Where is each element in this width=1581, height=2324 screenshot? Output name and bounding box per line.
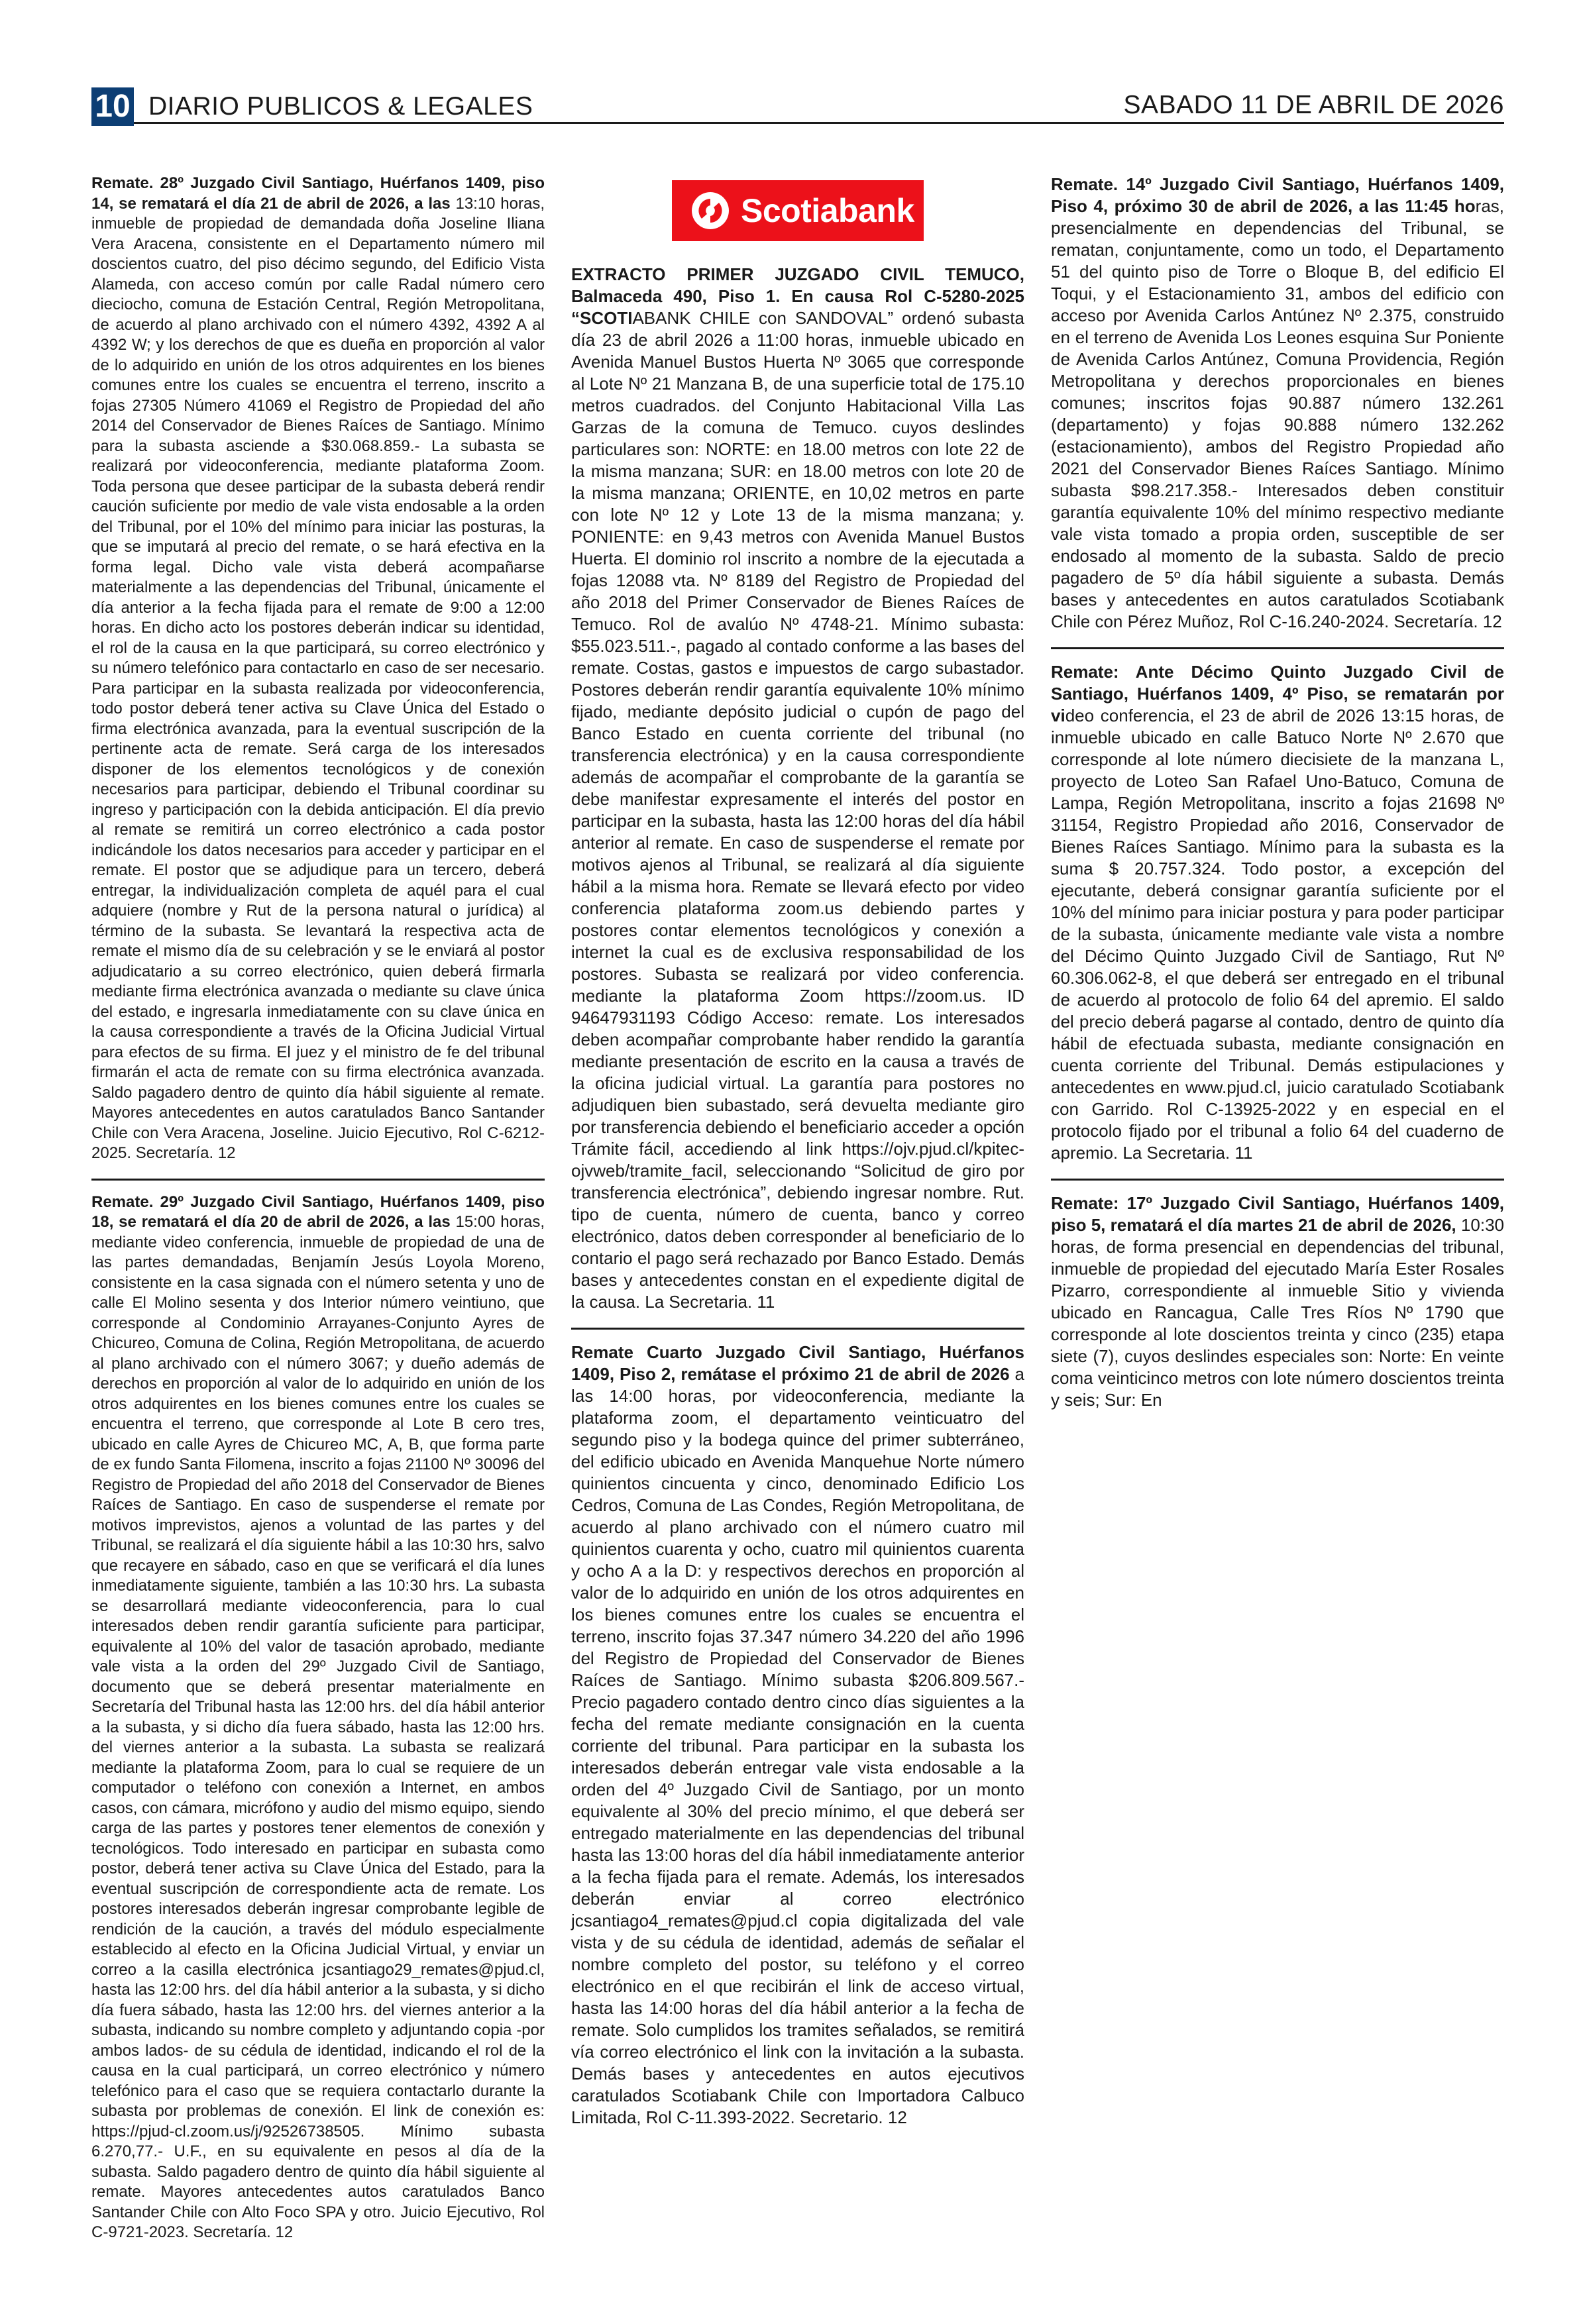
notice-lead: Remate Cuarto Juzgado Civil Santiago, Huérfanos 1409, Piso 2, remátase el próximo 21 de abril de 2026	[571, 1342, 1024, 1384]
column-3	[1051, 174, 1504, 1411]
notice-body: 15:00 horas, mediante video conferencia, inmueble de propiedad de una de las partes demandadas, Benjamín Jesús Loyola Moreno, consistente en la casa signada con el número setenta y uno de calle El Molino sesenta y dos Interior número veintiuno, que corresponde al Condominio Arrayanes-Conjunto Ayres de Chicureo, Comuna de Colina, Región Metropolitana, de acuerdo al plano archivado con el número 3067; y dueño además de derechos en proporción al valor de lo adquirido en unión de los otros adquirentes en los bienes comunes entre los cuales se encuentra el terreno, que corresponde al Lote B cero tres, ubicado en calle Ayres de Chicureo MC, A, B, que forma parte de ex fundo Santa Filomena, inscrito a fojas 21100 Nº 30096 del Registro de Propiedad del año 2018 del Conservador de Bienes Raíces de Santiago. En caso de suspenderse el remate por motivos imprevistos, ajenos a voluntad de las partes y del Tribunal, se realizará el día siguiente hábil a las 10:30 hrs, salvo que recayere en sábado, caso en que se verificará el día lunes inmediatamente siguiente, también a las 10:30 hrs. La subasta se desarrollará mediante videoconferencia, para lo cual interesados deben rendir garantía suficiente para participar, equivalente al 10% del valor de tasación aprobado, mediante vale vista a la orden del 29º Juzgado Civil de Santiago, documento que se deberá presentar materialmente en Secretaría del Tribunal hasta las 12:00 hrs. del día hábil anterior a la subasta, y si dicho día fuera sábado, hasta las 12:00 hrs. del viernes anterior a la subasta. La subasta se realizará mediante la plataforma Zoom, para lo cual se requiere de un computador o teléfono con conexión a Internet, en ambos casos, con cámara, micrófono y audio del mismo equipo, siendo carga de las partes y postores tener elementos de conexión y tecnológicos. Todo interesado en participar en subasta como postor, deberá tener activa su Clave Única del Estado, para la eventual suscripción de correspondiente acta de remate. Los postores interesados deberán ingresar comprobante legible de rendición de la caución, a través del módulo especialmente establecido al efecto en la Oficina Judicial Virtual, y enviar un correo a la casilla electrónica jcsantiago29_remates@pjud.cl, hasta las 12:00 hrs. del día hábil anterior a la subasta, y si dicho día fuera sábado, hasta las 12:00 hrs. del viernes anterior a la subasta, indicando su nombre completo y adjuntando copia -por ambos lados- de su cédula de identidad, indicando el rol de la causa en la cual participará, un correo electrónico y número telefónico para el caso que se requiera contactarlo durante la subasta por problemas de conexión. El link de conexión es: https://pjud-cl.zoom.us/j/92526738505. Mínimo subasta 6.270,77.- U.F., en su equivalente en pesos al día de la subasta. Saldo pagadero dentro de quinto día hábil siguiente al remate. Mayores antecedentes autos caratulados Banco Santander Chile con Alto Foco SPA y otro. Juicio Ejecutivo, Rol C-9721-2023. Secretaría. 12	[91, 1213, 545, 2241]
notice-lead: EXTRACTO PRIMER JUZGADO CIVIL TEMUCO, Balmaceda 490, Piso 1. En causa Rol C-5280-2025 “SCOTI	[571, 264, 1024, 328]
notice-body: 13:10 horas, inmueble de propiedad de demandada doña Joseline Iliana Vera Aracena, consistente en el Departamento número mil doscientos cuatro, del piso décimo segundo, del Edificio Vista Alameda, con acceso común por calle Radal número cero dieciocho, comuna de Estación Central, Región Metropolitana, de acuerdo al plano archivado con el número 4392, 4392 A al 4392 W; y los derechos de que es dueña en proporción al valor de lo adquirido en unión de los otros adquirentes en los bienes comunes entre los cuales se encuentra el terreno, inscrito a fojas 27305 Número 41069 el Registro de Propiedad del año 2014 del Conservador de Bienes Raíces de Santiago. Mínimo para la subasta asciende a $30.068.859.- La subasta se realizará por videoconferencia, mediante plataforma Zoom. Toda persona que desee participar de la subasta deberá rendir caución suficiente por medio de vale vista endosable a la orden del Tribunal, por el 10% del mínimo para iniciar las posturas, la que se imputará al precio del remate, o se hará efectiva en la forma legal. Dicho vale vista deberá acompañarse materialmente a las dependencias del Tribunal, únicamente el día anterior a la fecha fijada para el remate de 9:00 a 12:00 horas. En dicho acto los postores deberán indicar su identidad, el rol de la causa en la que participará, su correo electrónico y su número telefónico para contactarlo en caso de ser necesario. Para participar en la subasta realizada por videoconferencia, todo postor deberá tener activa su Clave Única del Estado o firma electrónica avanzada, para la eventual suscripción de la pertinente acta de remate. Será carga de los interesados disponer de los elementos tecnológicos y de conexión necesarios para participar, debiendo el Tribunal coordinar su ingreso y participación con la debida anticipación. El día previo al remate se remitirá un correo electrónico a cada postor indicándole los datos necesarios para acceder y participar en el remate. El postor que se adjudique para un tercero, deberá entregar, la individualización completa de aquél para el cual adquiere (nombre y Rut de la persona natural o jurídica) al término de la subasta. Se levantará la respectiva acta de remate el mismo día de su celebración y se le enviará al postor adjudicatario a su correo electrónico, quien deberá firmarla mediante firma electrónica avanzada o mediante su clave única del estado, e ingresarla inmediatamente con su clave única en la causa correspondiente a través de la Oficina Judicial Virtual para efectos de su firma. El juez y el ministro de fe del tribunal firmarán el acta de remate con su firma electrónica avanzada. Saldo pagadero dentro de quinto día hábil siguiente al remate. Mayores antecedentes en autos caratulados Banco Santander Chile con Vera Aracena, Joseline. Juicio Ejecutivo, Rol C-6212-2025. Secretaría. 12	[91, 194, 545, 1162]
notice-remate-14-juzgado	[1051, 174, 1504, 633]
publication-date: SABADO 11 DE ABRIL DE 2026	[1123, 91, 1504, 119]
notice-lead: Remate. 14º Juzgado Civil Santiago, Huérfanos 1409, Piso 4, próximo 30 de abril de 2026, a las 11:45 ho	[1051, 174, 1504, 216]
scotiabank-ad	[571, 180, 1024, 246]
notice-lead: Remate: Ante Décimo Quinto Juzgado Civil de Santiago, Huérfanos 1409, 4º Piso, se rematarán por vi	[1051, 662, 1504, 725]
notice-remate-29-juzgado	[91, 1192, 545, 2243]
notice-divider	[1051, 647, 1504, 649]
notice-body: deo conferencia, el 23 de abril de 2026 13:15 horas, de inmueble ubicado en calle Batuco Norte Nº 2.670 que corresponde al lote número diecisiete de la manzana L, proyecto de Loteo San Rafael Uno-Batuco, Comuna de Lampa, Región Metropolitana, inscrito a fojas 21698 Nº 31154, Registro Propiedad año 2016, Conservador de Bienes Raíces Santiago. Mínimo para la subasta es la suma $ 20.757.324. Todo postor, a excepción del ejecutante, deberá consignar garantía suficiente por el 10% del mínimo para iniciar postura y para poder participar de la subasta, únicamente mediante vale vista a nombre del Décimo Quinto Juzgado Civil de Santiago, Rut Nº 60.306.062-8, el que deberá ser entregado en el tribunal de acuerdo al protocolo de folio 64 del apremio. El saldo del precio deberá pagarse al contado, dentro de quinto día hábil de efectuada subasta, mediante consignación en cuenta corriente del Tribunal. Demás estipulaciones y antecedentes en www.pjud.cl, juicio caratulado Scotiabank con Garrido. Rol C-13925-2022 y en especial en el protocolo fijado por el tribunal a folio 64 del cuaderno de apremio. La Secretaria. 11	[1051, 706, 1504, 1163]
notice-lead: Remate: 17º Juzgado Civil Santiago, Huérfanos 1409, piso 5, rematará el día martes 21 de abril de 2026,	[1051, 1193, 1504, 1235]
notice-divider	[571, 1328, 1024, 1330]
notice-lead: Remate. 28º Juzgado Civil Santiago, Huérfanos 1409, piso 14, se rematará el día 21 de abril de 2026, a las	[91, 174, 545, 213]
page-header	[91, 87, 1504, 124]
notice-body: ABANK CHILE con SANDOVAL” ordenó subasta día 23 de abril 2026 a 11:00 horas, inmueble ubicado en Avenida Manuel Bustos Huerta Nº 3065 que corresponde al Lote Nº 21 Manzana B, de una superficie total de 175.10 metros cuadrados. del Conjunto Habitacional Villa Las Garzas de la comuna de Temuco. cuyos deslindes particulares son: NORTE: en 18.00 metros con lote 22 de la misma manzana; SUR: en 18.00 metros con lote 20 de la misma manzana; ORIENTE, en 10,02 metros en parte con lote Nº 12 y Lote 13 de la misma manzana; y. PONIENTE: en 9,43 metros con Avenida Manuel Bustos Huerta. El dominio rol inscrito a nombre de la ejecutada a fojas 12088 vta. Nº 8189 del Registro de Propiedad del año 2018 del Primer Conservador de Bienes Raíces de Temuco. Rol de avalúo Nº 4748-21. Mínimo subasta: $55.023.511.-, pagado al contado conforme a las bases del remate. Costas, gastos e impuestos de cargo subastador. Postores deberán rendir garantía equivalente 10% mínimo fijado, mediante depósito judicial o cupón de pago del Banco Estado en cuenta corriente del tribunal (no transferencia electrónica) y en la causa correspondiente además de acompañar el comprobante de la garantía se debe manifestar expresamente el interés del postor en participar en la subasta, hasta las 12:00 horas del día hábil anterior al remate. En caso de suspenderse el remate por motivos ajenos al Tribunal, se realizará al día siguiente hábil a la misma hora. Remate se llevará efecto por video conferencia plataforma zoom.us debiendo partes y postores contar elementos tecnológicos y conexión a internet la cual es de exclusiva responsabilidad de los postores. Subasta se realizará por video conferencia. mediante la plataforma Zoom https://zoom.us. ID 94647931193 Código Acceso: remate. Los interesados deben acompañar comprobante haber rendido la garantía mediante presentación de escrito en la causa a través de la oficina judicial virtual. La garantía para postores no adjudiquen bien subastado, será devuelta mediante giro por transferencia debiendo el beneficiario acceder a opción Trámite fácil, accediendo al link https://ojv.pjud.cl/kpitec-ojvweb/tramite_facil, seleccionando “Solicitud de giro por transferencia electrónica”, debiendo ingresar nombre. Rut. tipo de cuenta, número de cuenta, banco y correo electrónico, datos deben corresponder al beneficiario de lo contario el pago será rechazado por Banco Estado. Demás bases y antecedentes constan en el expediente digital de la causa. La Secretaria. 11	[571, 308, 1024, 1312]
notice-remate-17-juzgado	[1051, 1192, 1504, 1411]
notice-extracto-temuco	[571, 264, 1024, 1313]
notice-divider	[91, 1179, 545, 1181]
notice-lead: Remate. 29º Juzgado Civil Santiago, Huérfanos 1409, piso 18, se rematará el día 20 de abril de 2026, a las	[91, 1192, 545, 1231]
scotiabank-s-icon	[689, 189, 732, 232]
scotiabank-logo	[672, 180, 924, 241]
column-1	[91, 174, 545, 2243]
notice-divider	[1051, 1179, 1504, 1181]
notice-body: ras, presencialmente en dependencias del Tribunal, se rematan, conjuntamente, como un todo, el Departamento 51 del quinto piso de Torre o Bloque B, del edificio El Toqui, y el Estacionamiento 31, ambos del edificio con acceso por Avenida Carlos Antúnez Nº 2.375, construido en el terreno de Avenida Los Leones esquina Sur Poniente de Avenida Carlos Antúnez, Comuna Providencia, Región Metropolitana y derechos proporcionales en bienes comunes; inscritos fojas 90.887 número 132.261 (departamento) y fojas 90.888 número 132.262 (estacionamiento), ambos del Registro Propiedad año 2021 del Conservador Bienes Raíces Santiago. Mínimo subasta $98.217.358.- Interesados deben constituir garantía equivalente 10% del mínimo respectivo mediante vale vista tomado a propia orden, susceptible de ser endosado al momento de la subasta. Saldo de precio pagadero de 5º día hábil siguiente a subasta. Demás bases y antecedentes en autos caratulados Scotiabank Chile con Pérez Muñoz, Rol C-16.240-2024. Secretaría. 12	[1051, 196, 1504, 631]
column-2	[571, 174, 1024, 2129]
page-number: 10	[91, 87, 134, 126]
notice-body: 10:30 horas, de forma presencial en dependencias del tribunal, inmueble de propiedad del ejecutado María Ester Rosales Pizarro, correspondiente al inmueble Sitio y vivienda ubicado en Rancagua, Calle Tres Ríos Nº 1790 que corresponde al lote doscientos treinta y cinco (235) etapa siete (7), cuyos deslindes especiales son: Norte: En veinte coma veinticinco metros con lote número doscientos treinta y seis; Sur: En	[1051, 1215, 1504, 1410]
notice-body: a las 14:00 horas, por videoconferencia, mediante la plataforma zoom, el departamento veinticuatro del segundo piso y la bodega quince del primer subterráneo, del edificio ubicado en Avenida Manquehue Norte número quinientos cincuenta y cinco, denominado Edificio Los Cedros, Comuna de Las Condes, Región Metropolitana, de acuerdo al plano archivado con el número cuatro mil quinientos cuarenta y ocho, cuatro mil quinientos cuarenta y ocho A a la D: y respectivos derechos en proporción al valor de lo adquirido en unión de los otros adquirentes en los bienes comunes entre los cuales se encuentra el terreno, inscrito fojas 37.347 número 34.220 del año 1996 del Registro de Propiedad del Conservador de Bienes Raíces de Santiago. Mínimo subasta $206.809.567.- Precio pagadero contado dentro cinco días siguientes a la fecha del remate mediante consignación en la cuenta corriente del tribunal. Para participar en la subasta los interesados deberán entregar vale vista endosable a la orden del 4º Juzgado Civil de Santiago, por un monto equivalente al 30% del precio mínimo, el que deberá ser entregado materialmente en las dependencias del tribunal hasta las 13:00 horas del día hábil inmediatamente anterior a la fecha fijada para el remate. Además, los interesados deberán enviar al correo electrónico jcsantiago4_remates@pjud.cl copia digitalizada del vale vista y de su cédula de identidad, además de señalar el nombre completo del postor, su teléfono y el correo electrónico en el que recibirán el link de acceso virtual, hasta las 14:00 horas del día hábil anterior a la fecha de remate. Solo cumplidos los tramites señalados, se remitirá vía correo electrónico el link con la invitación a la subasta. Demás bases y antecedentes en autos ejecutivos caratulados Scotiabank Chile con Importadora Calbuco Limitada, Rol C-11.393-2022. Secretario. 12	[571, 1364, 1025, 2127]
notice-remate-28-juzgado	[91, 174, 545, 1164]
notice-remate-cuarto-juzgado	[571, 1342, 1024, 2129]
scotiabank-wordmark: Scotiabank	[741, 192, 914, 229]
notice-remate-15-juzgado	[1051, 661, 1504, 1164]
publication-title: DIARIO PUBLICOS & LEGALES	[148, 92, 533, 121]
